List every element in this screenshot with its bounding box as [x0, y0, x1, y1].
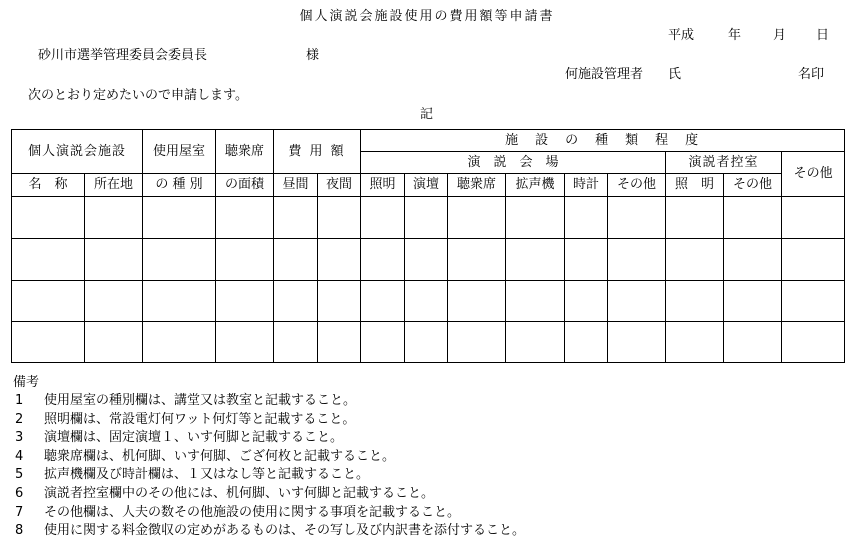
note-item: [13, 392, 525, 411]
date-month: 月: [773, 28, 787, 43]
document-title: 個人演説会施設使用の費用額等申請書: [299, 9, 555, 24]
header-seats: 聴衆席: [448, 174, 506, 197]
note-number: 1: [15, 393, 24, 408]
application-table: [11, 129, 845, 363]
date-year: 年: [728, 28, 742, 43]
table-row: [12, 322, 845, 363]
header-waiting-light: 照 明: [666, 174, 724, 197]
table-row: [12, 281, 845, 322]
header-seat-bottom: の面積: [216, 174, 274, 197]
note-number: 4: [15, 448, 24, 464]
manager-surname: 氏: [668, 67, 682, 82]
header-misc: その他: [782, 152, 845, 197]
honorific: 様: [306, 48, 320, 63]
note-number: 6: [15, 485, 24, 501]
note-number: 8: [15, 523, 24, 539]
note-text: 聴衆席欄は、机何脚、いす何脚、ござ何枚と記載すること。: [44, 448, 396, 464]
header-waiting-room: 演説者控室: [666, 152, 782, 174]
note-item: [13, 485, 525, 504]
header-speaker: 拡声機: [506, 174, 565, 197]
note-text: その他欄は、人夫の数その他施設の使用に関する事項を記載すること。: [44, 504, 461, 520]
note-text: 演説者控室欄中のその他には、机何脚、いす何脚と記載すること。: [44, 485, 435, 501]
note-text: 拡声機欄及び時計欄は、１又はなし等と記載すること。: [44, 467, 370, 483]
header-clock: 時計: [565, 174, 608, 197]
header-night: 夜間: [318, 174, 361, 197]
note-item: [13, 522, 525, 541]
note-item: [13, 466, 525, 485]
manager-label: 何施設管理者: [565, 67, 644, 82]
header-stage: 演壇: [405, 174, 448, 197]
notes-heading: 備考: [13, 375, 40, 390]
header-day: 昼間: [274, 174, 318, 197]
name-seal: 名印: [798, 67, 825, 82]
header-facility-kind: 施 設 の 種 類 程 度: [361, 130, 845, 152]
header-other: その他: [608, 174, 666, 197]
note-number: 5: [15, 467, 24, 483]
header-waiting-other: その他: [724, 174, 782, 197]
date-day: 日: [816, 28, 830, 43]
intro-text: 次のとおり定めたいので申請します。: [28, 88, 248, 103]
header-room-bottom: の 種 別: [143, 174, 216, 197]
date-era: 平成: [668, 28, 695, 43]
note-item: [13, 504, 525, 523]
header-cost: 費 用 額: [274, 130, 361, 174]
note-number: 7: [15, 504, 24, 520]
notes-section: [13, 374, 525, 541]
note-item: [13, 448, 525, 467]
table-row: [12, 197, 845, 239]
note-text: 使用屋室の種別欄は、講堂又は教室と記載すること。: [44, 393, 357, 408]
header-name: 名 称: [12, 174, 85, 197]
note-text: 演壇欄は、固定演壇１、いす何脚と記載すること。: [44, 430, 344, 446]
header-seat-top: 聴衆席: [216, 130, 274, 174]
header-light: 照明: [361, 174, 405, 197]
note-number: 2: [15, 411, 24, 427]
note-text: 照明欄は、常設電灯何ワット何灯等と記載すること。: [44, 411, 356, 427]
note-item: [13, 411, 525, 430]
header-location: 所在地: [85, 174, 143, 197]
addressee: 砂川市選挙管理委員会委員長: [38, 48, 208, 63]
ki-mark: 記: [420, 107, 434, 122]
table-row: [12, 239, 845, 281]
note-number: 3: [15, 430, 24, 446]
header-hall: 演 説 会 場: [361, 152, 666, 174]
note-item: [13, 429, 525, 448]
note-text: 使用に関する料金徴収の定めがあるものは、その写し及び内訳書を添付すること。: [44, 523, 526, 539]
header-facility: 個人演説会施設: [12, 130, 143, 174]
header-room-top: 使用屋室: [143, 130, 216, 174]
